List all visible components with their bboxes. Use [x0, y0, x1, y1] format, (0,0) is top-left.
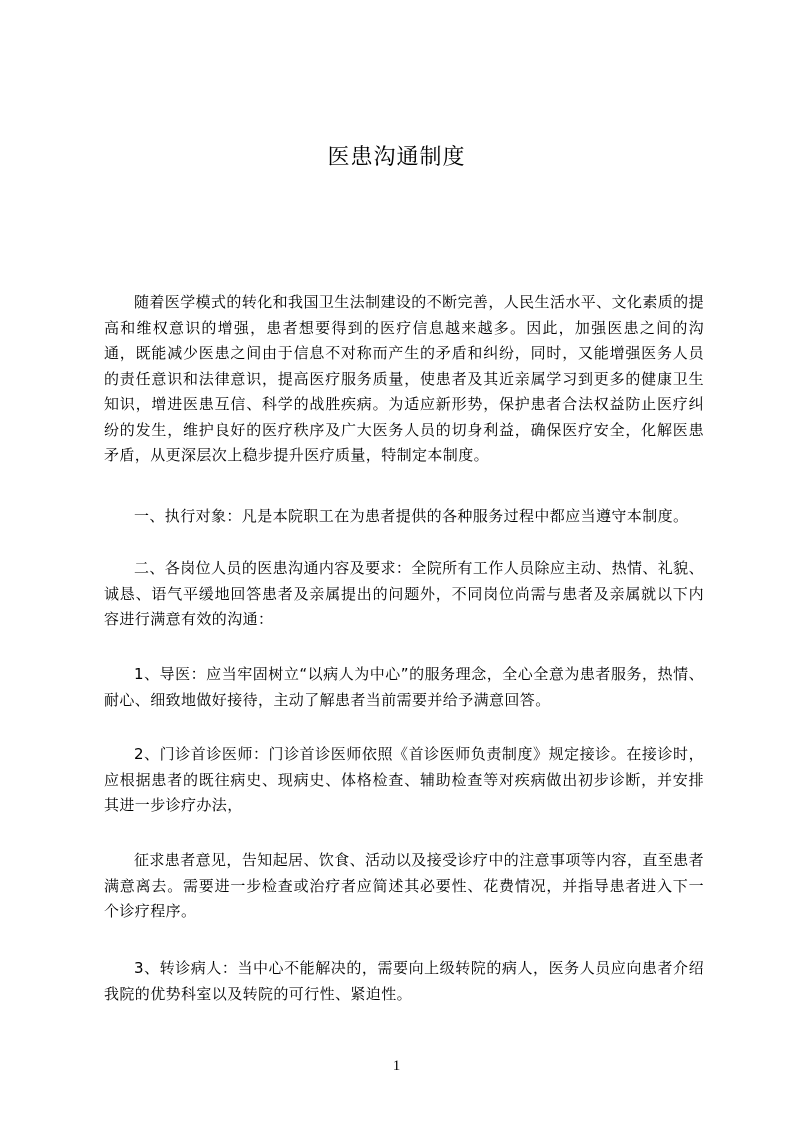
paragraph-text: 1、导医：应当牢固树立“以病人为中心”的服务理念，全心全意为患者服务，热情、耐心、细致地做好接待，主动了解患者当前需要并给予满意回答。 — [104, 665, 704, 709]
paragraph-text: 二、各岗位人员的医患沟通内容及要求：全院所有工作人员除应主动、热情、礼貌、诚恳、语气平缓地回答患者及亲属提出的问题外，不同岗位尚需与患者及亲属就以下内容进行满意有效的沟通： — [104, 559, 704, 628]
paragraph-section-1 — [104, 504, 704, 530]
paragraph-text: 一、执行对象：凡是本院职工在为患者提供的各种服务过程中都应当遵守本制度。 — [134, 507, 689, 525]
paragraph-text: 随着医学模式的转化和我国卫生法制建设的不断完善，人民生活水平、文化素质的提高和维权意识的增强，患者想要得到的医疗信息越来越多。因此，加强医患之间的沟通，既能减少医患之间由于信息不对称而产生的矛盾和纠纷，同时，又能增强医务人员的责任意识和法律意识，提高医疗服务质量，使患者及其近亲属学习到更多的健康卫生知识，增进医患互信、科学的战胜疾病。为适应新形势，保护患者合法权益防止医疗纠纷的发生，维护良好的医疗秩序及广大医务人员的切身利益，确保医疗安全，化解医患矛盾，从更深层次上稳步提升医疗质量，特制定本制度。 — [104, 293, 704, 464]
paragraph-item-2-continued — [104, 848, 704, 925]
paragraph-intro — [104, 290, 704, 469]
document-title: 医患沟通制度 — [327, 145, 466, 170]
paragraph-section-2 — [104, 556, 704, 633]
page-number: 1 — [392, 1058, 401, 1074]
paragraph-item-2 — [104, 742, 704, 819]
paragraph-text: 3、转诊病人：当中心不能解决的，需要向上级转院的病人，医务人员应向患者介绍我院的优势科室以及转院的可行性、紧迫性。 — [104, 959, 704, 1003]
paragraph-text: 征求患者意见，告知起居、饮食、活动以及接受诊疗中的注意事项等内容，直至患者满意离去。需要进一步检查或治疗者应简述其必要性、花费情况，并指导患者进入下一个诊疗程序。 — [104, 851, 704, 920]
paragraph-text: 2、门诊首诊医师：门诊首诊医师依照《首诊医师负责制度》规定接诊。在接诊时，应根据患者的既往病史、现病史、体格检查、辅助检查等对疾病做出初步诊断，并安排其进一步诊疗办法， — [104, 745, 704, 814]
paragraph-item-3 — [104, 956, 704, 1007]
paragraph-item-1 — [104, 662, 704, 713]
